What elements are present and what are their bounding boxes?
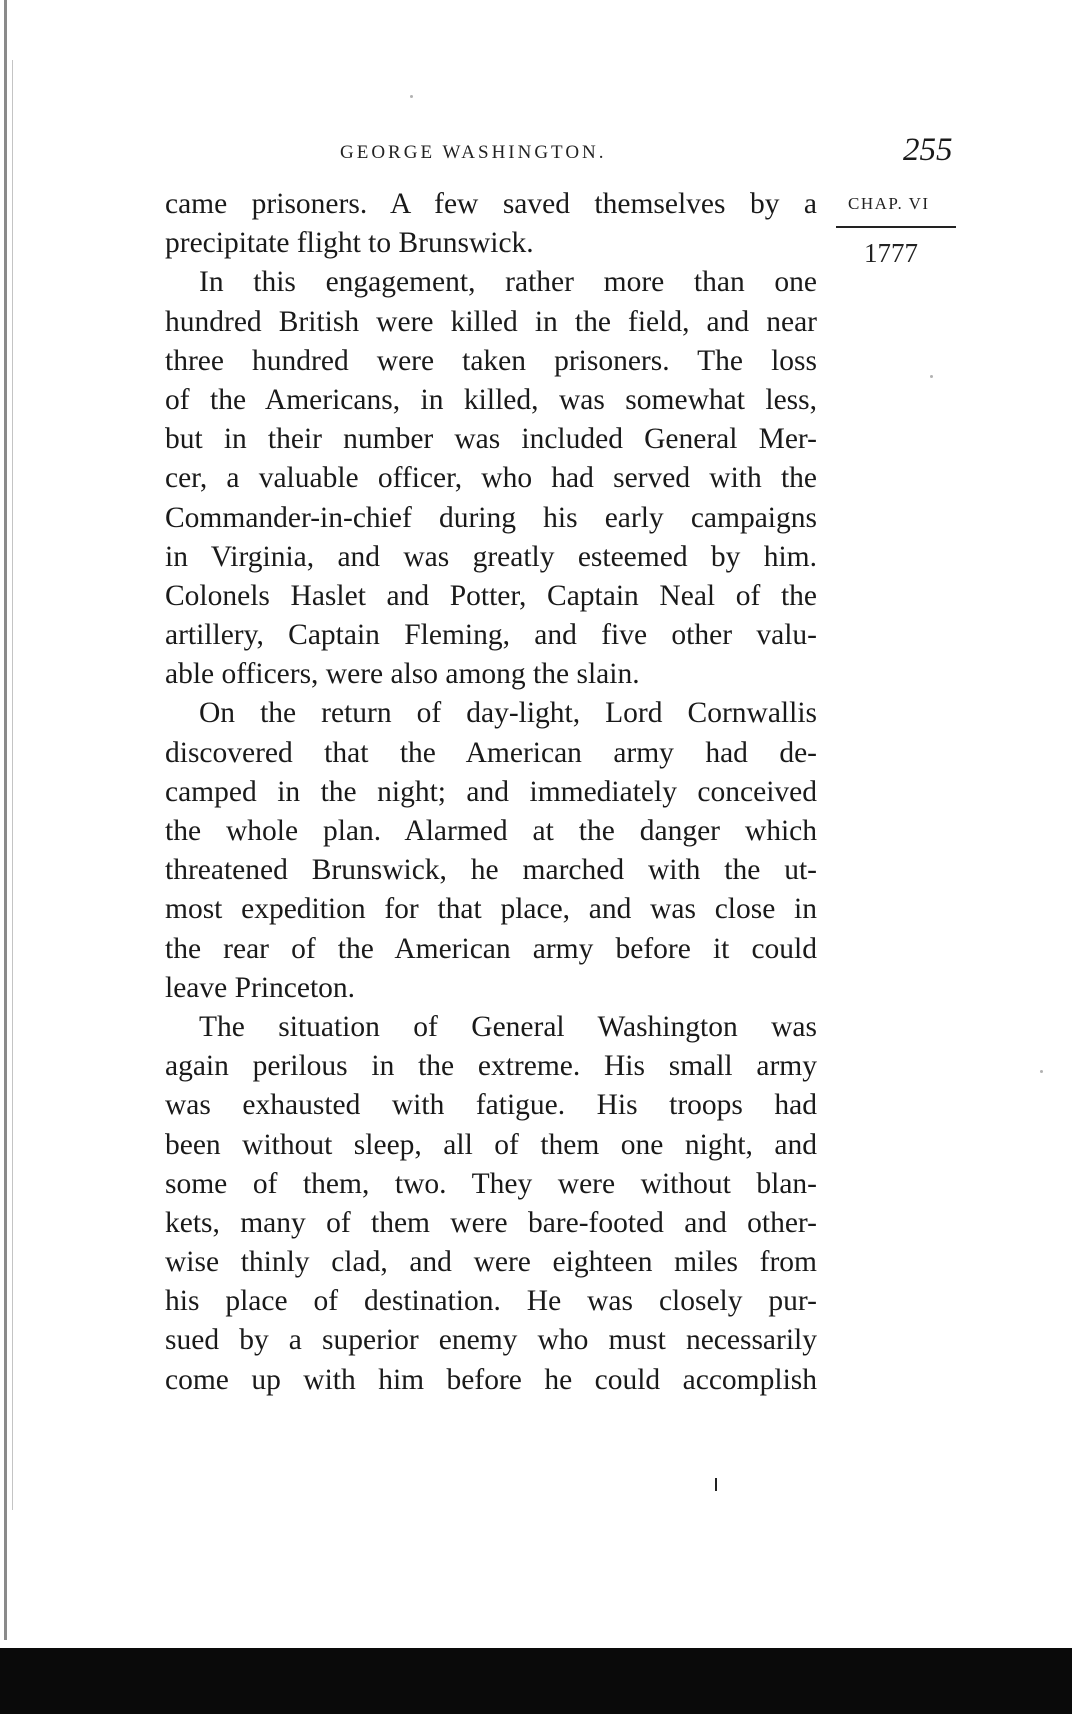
text-line: leave Princeton.: [165, 971, 356, 1004]
scan-left-edge-shadow: [12, 60, 13, 1510]
text-line: in Virginia, and was greatly esteemed by him.: [165, 540, 817, 573]
text-line: Commander-in-chief during his early campaigns: [165, 501, 817, 534]
text-line: camped in the night; and immediately conceived: [165, 775, 817, 808]
text-line: discovered that the American army had de-: [165, 736, 817, 769]
text-line: again perilous in the extreme. His small army: [165, 1050, 817, 1083]
margin-year: 1777: [864, 238, 918, 268]
text-line: been without sleep, all of them one night, and: [165, 1128, 817, 1161]
scan-bottom-shadow: [0, 1648, 1072, 1714]
text-line: but in their number was included General Mer-: [165, 423, 817, 456]
text-line: In this engagement, rather more than one: [199, 266, 817, 299]
paragraph: [165, 263, 817, 694]
text-line: hundred British were killed in the field, and near: [165, 305, 817, 338]
text-line: able officers, were also among the slain.: [165, 658, 640, 691]
text-line: Colonels Haslet and Potter, Captain Neal of the: [165, 579, 817, 612]
text-line: was exhausted with fatigue. His troops had: [165, 1089, 817, 1122]
text-line: kets, many of them were bare-footed and other-: [165, 1206, 817, 1239]
margin-rule: [836, 226, 956, 228]
print-mark: [715, 1478, 717, 1491]
page-number: 255: [903, 132, 953, 168]
text-line: come up with him before he could accomplish: [165, 1363, 817, 1396]
text-line: wise thinly clad, and were eighteen miles from: [165, 1246, 817, 1279]
paper-speck: [1040, 1070, 1043, 1073]
text-line: most expedition for that place, and was close in: [165, 893, 817, 926]
text-line: precipitate flight to Brunswick.: [165, 227, 534, 260]
text-line: The situation of General Washington was: [199, 1010, 817, 1043]
text-line: some of them, two. They were without blan-: [165, 1167, 817, 1200]
running-head: GEORGE WASHINGTON.: [340, 142, 607, 163]
text-line: of the Americans, in killed, was somewhat less,: [165, 383, 817, 416]
body-text: [165, 185, 817, 1400]
paragraph: [165, 185, 817, 263]
paper-speck: [410, 95, 413, 98]
text-line: sued by a superior enemy who must necessarily: [165, 1324, 817, 1357]
text-line: his place of destination. He was closely pur-: [165, 1285, 817, 1318]
scan-left-edge: [4, 0, 7, 1640]
paragraph: [165, 1008, 817, 1400]
text-line: On the return of day-light, Lord Cornwallis: [199, 697, 817, 730]
paragraph: [165, 694, 817, 1008]
margin-chapter-label: CHAP. VI: [848, 194, 930, 213]
text-line: artillery, Captain Fleming, and five other valu-: [165, 619, 817, 652]
text-line: cer, a valuable officer, who had served with the: [165, 462, 817, 495]
text-line: came prisoners. A few saved themselves by a: [165, 188, 817, 220]
text-line: three hundred were taken prisoners. The loss: [165, 344, 817, 377]
text-line: threatened Brunswick, he marched with the ut-: [165, 854, 817, 887]
paper-speck: [930, 375, 933, 378]
text-line: the whole plan. Alarmed at the danger which: [165, 815, 817, 847]
text-line: the rear of the American army before it could: [165, 932, 817, 965]
